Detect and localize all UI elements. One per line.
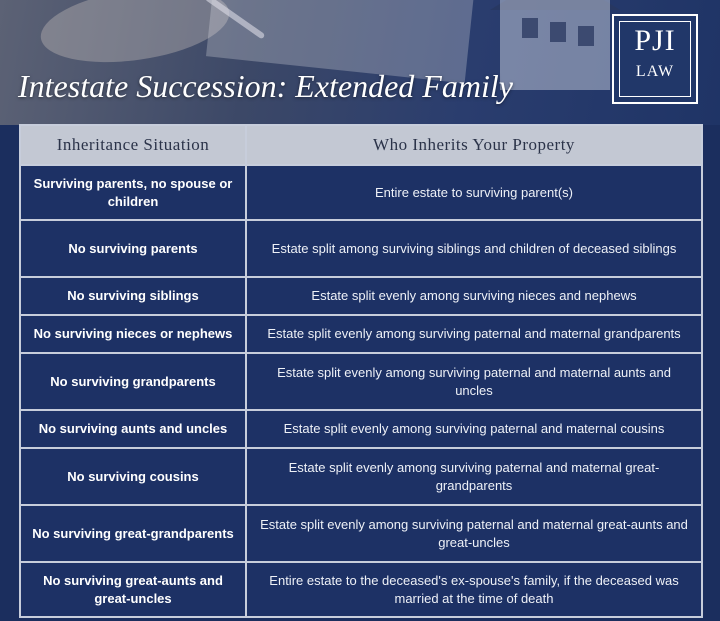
- inheritance-table: [19, 124, 703, 618]
- logo-main-text: PJI: [634, 24, 676, 57]
- column-header-situation: Inheritance Situation: [20, 125, 246, 165]
- table-row: [20, 315, 702, 353]
- situation-cell: No surviving siblings: [20, 277, 246, 315]
- situation-cell: No surviving cousins: [20, 448, 246, 505]
- page-title: Intestate Succession: Extended Family: [18, 68, 513, 104]
- logo-frame: [619, 21, 691, 97]
- inherits-cell: Entire estate to surviving parent(s): [246, 165, 702, 220]
- inherits-cell: Estate split evenly among surviving paternal and maternal grandparents: [246, 315, 702, 353]
- inherits-cell: Estate split evenly among surviving nieces and nephews: [246, 277, 702, 315]
- situation-cell: No surviving great-grandparents: [20, 505, 246, 562]
- situation-cell: No surviving parents: [20, 220, 246, 277]
- inherits-cell: Entire estate to the deceased's ex-spouse's family, if the deceased was married at the time of death: [246, 562, 702, 617]
- table-row: [20, 505, 702, 562]
- logo-sub-text: LAW: [635, 63, 675, 80]
- table-row: [20, 277, 702, 315]
- inherits-cell: Estate split among surviving siblings and children of deceased siblings: [246, 220, 702, 277]
- table-row: [20, 353, 702, 410]
- situation-cell: No surviving nieces or nephews: [20, 315, 246, 353]
- situation-cell: No surviving grandparents: [20, 353, 246, 410]
- house-window: [522, 18, 538, 38]
- inherits-cell: Estate split evenly among surviving paternal and maternal cousins: [246, 410, 702, 448]
- table-row: [20, 448, 702, 505]
- table-row: [20, 165, 702, 220]
- column-header-inherits: Who Inherits Your Property: [246, 125, 702, 165]
- inherits-cell: Estate split evenly among surviving paternal and maternal aunts and uncles: [246, 353, 702, 410]
- house-window: [550, 22, 566, 42]
- inherits-cell: Estate split evenly among surviving paternal and maternal great-grandparents: [246, 448, 702, 505]
- inherits-cell: Estate split evenly among surviving paternal and maternal great-aunts and great-uncles: [246, 505, 702, 562]
- table-header-row: [20, 125, 702, 165]
- house-window: [578, 26, 594, 46]
- situation-cell: No surviving aunts and uncles: [20, 410, 246, 448]
- situation-cell: No surviving great-aunts and great-uncles: [20, 562, 246, 617]
- hand-image: [36, 0, 234, 73]
- table-row: [20, 220, 702, 277]
- table-row: [20, 562, 702, 617]
- situation-cell: Surviving parents, no spouse or children: [20, 165, 246, 220]
- pji-law-logo: [612, 14, 698, 104]
- house-model-image: [500, 0, 610, 90]
- table-row: [20, 410, 702, 448]
